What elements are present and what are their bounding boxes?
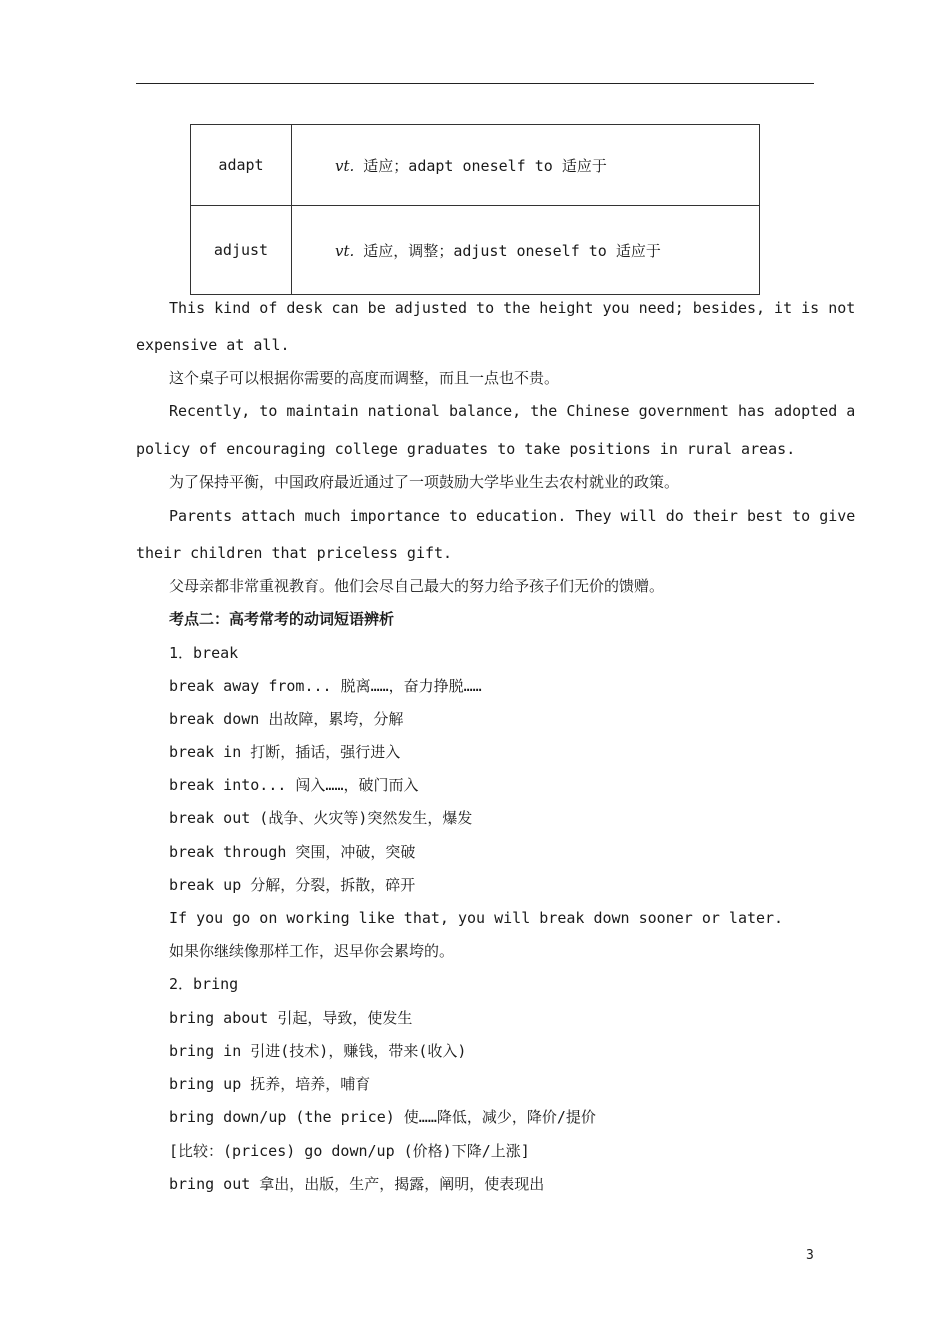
header-rule <box>136 83 814 84</box>
page-number: 3 <box>806 1248 814 1263</box>
example-en-line: This kind of desk can be adjusted to the height you need; besides, it is not <box>169 299 856 317</box>
list-item: break away from... 脱离……，奋力挣脱…… <box>169 677 482 695</box>
break-example-zh: 如果你继续像那样工作，迟早你会累垮的。 <box>169 942 455 960</box>
table-word: adapt <box>191 125 292 206</box>
section-heading: 考点二：高考常考的动词短语辨析 <box>169 610 395 628</box>
list-item: break into... 闯入……，破门而入 <box>169 776 419 794</box>
list-item: break down 出故障，累垮，分解 <box>169 710 404 728</box>
table-row <box>191 125 760 206</box>
vocabulary-table <box>190 124 760 295</box>
break-title: 1．break <box>169 644 239 662</box>
list-item: bring down/up (the price) 使……降低，减少，降价/提价 <box>169 1108 596 1126</box>
list-item: break out (战争、火灾等)突然发生，爆发 <box>169 809 473 827</box>
example-en-line: expensive at all. <box>136 336 290 354</box>
break-example-en: If you go on working like that, you will break down sooner or later. <box>169 909 784 927</box>
list-item: bring out 拿出，出版，生产，揭露，阐明，使表现出 <box>169 1175 545 1193</box>
example-zh: 这个桌子可以根据你需要的高度而调整，而且一点也不贵。 <box>169 369 560 387</box>
table-word: adjust <box>191 206 292 295</box>
definition-text: 适应；adapt oneself to 适应于 <box>354 156 607 175</box>
list-item: bring up 抚养，培养，哺育 <box>169 1075 371 1093</box>
definition-text: 适应，调整；adjust oneself to 适应于 <box>354 241 661 260</box>
list-item: bring about 引起，导致，使发生 <box>169 1009 413 1027</box>
example-en-line: Recently, to maintain national balance, the Chinese government has adopted a <box>169 402 856 420</box>
part-of-speech: vt. <box>335 156 355 175</box>
table-definition <box>292 125 760 206</box>
list-item: bring in 引进(技术)，赚钱，带来(收入) <box>169 1042 467 1060</box>
list-item: break through 突围，冲破，突破 <box>169 843 416 861</box>
table-definition <box>292 206 760 295</box>
example-zh: 父母亲都非常重视教育。他们会尽自己最大的努力给予孩子们无价的馈赠。 <box>169 577 665 595</box>
example-zh: 为了保持平衡，中国政府最近通过了一项鼓励大学毕业生去农村就业的政策。 <box>169 473 680 491</box>
list-item: break in 打断，插话，强行进入 <box>169 743 401 761</box>
example-en-line: Parents attach much importance to education. They will do their best to give <box>169 507 856 525</box>
part-of-speech: vt. <box>335 241 355 260</box>
example-en-line: their children that priceless gift. <box>136 544 453 562</box>
list-item: break up 分解，分裂，拆散，碎开 <box>169 876 416 894</box>
bring-title: 2．bring <box>169 975 239 993</box>
example-en-line: policy of encouraging college graduates to take positions in rural areas. <box>136 440 796 458</box>
list-item: [比较：(prices) go down/up (价格)下降/上涨] <box>169 1142 530 1160</box>
table-row <box>191 206 760 295</box>
